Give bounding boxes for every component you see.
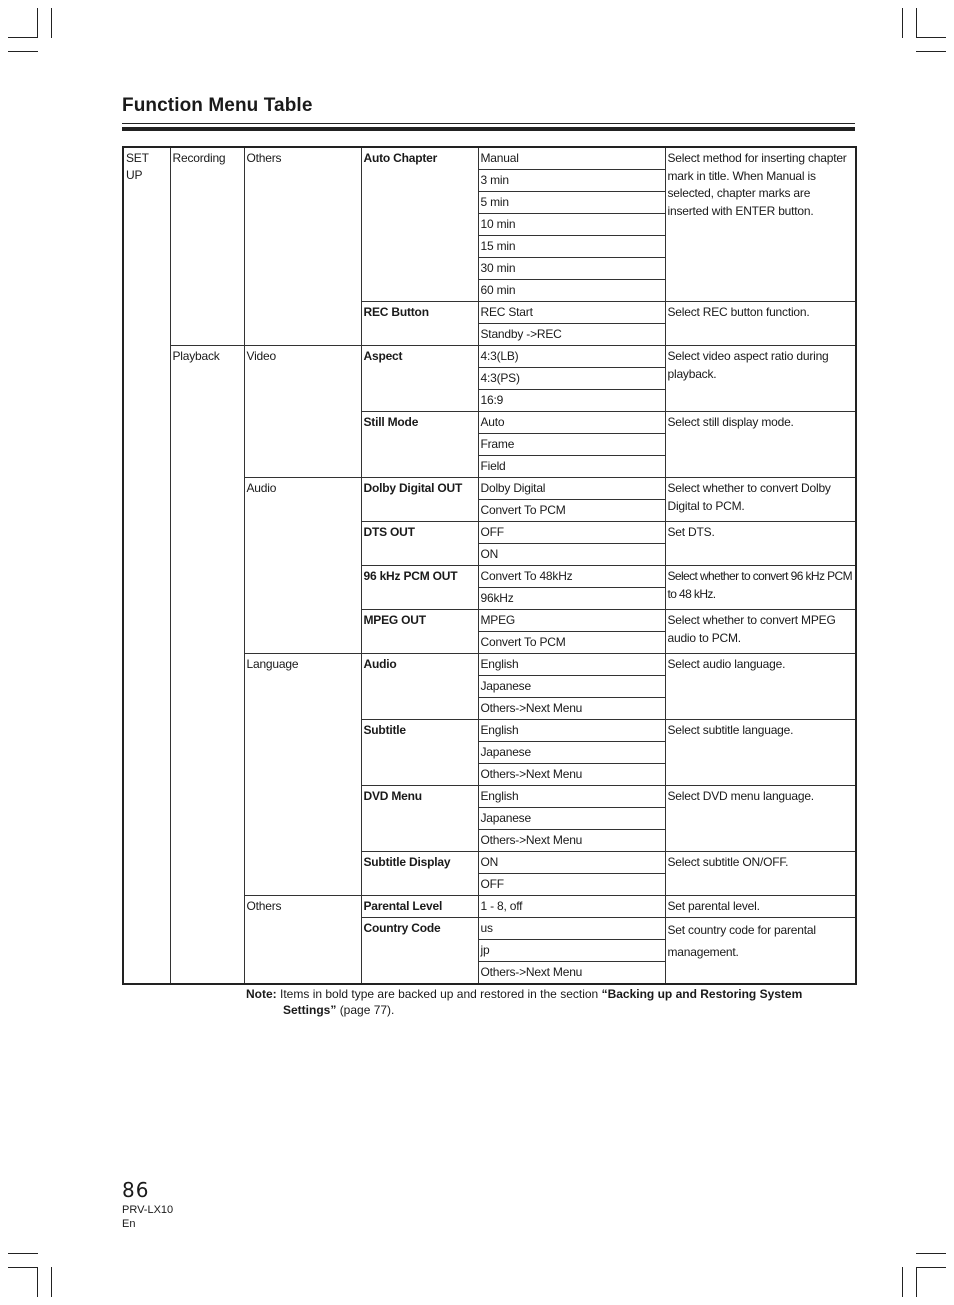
table-cell-subgroup: Others bbox=[244, 147, 361, 346]
table-cell-item: Parental Level bbox=[361, 896, 478, 918]
table-cell-option: Japanese bbox=[478, 742, 665, 764]
note-text: Items in bold type are backed up and restored in the section bbox=[280, 987, 599, 1001]
crop-mark bbox=[37, 1267, 38, 1297]
crop-mark bbox=[8, 1267, 38, 1268]
table-cell-option: Auto bbox=[478, 412, 665, 434]
table-cell-option: 16:9 bbox=[478, 390, 665, 412]
table-cell-option: Japanese bbox=[478, 808, 665, 830]
table-cell-description: Select whether to convert Dolby Digital to PCM. bbox=[665, 478, 856, 522]
note bbox=[246, 987, 866, 1018]
crop-mark bbox=[916, 37, 946, 38]
page-title: Function Menu Table bbox=[122, 95, 313, 116]
table-cell-group: Playback bbox=[170, 346, 244, 985]
table-cell-subgroup: Video bbox=[244, 346, 361, 478]
table-cell-item: Subtitle Display bbox=[361, 852, 478, 896]
function-menu-table bbox=[122, 146, 857, 985]
table-cell-item: Subtitle bbox=[361, 720, 478, 786]
table-cell-option: 10 min bbox=[478, 214, 665, 236]
table-cell-description: Select whether to convert 96 kHz PCM to 48 kHz. bbox=[665, 566, 856, 610]
note-reference-page: (page 77). bbox=[339, 1002, 395, 1017]
table-cell-description: Select REC button function. bbox=[665, 302, 856, 346]
crop-mark bbox=[8, 37, 38, 38]
crop-mark bbox=[51, 8, 52, 38]
crop-mark bbox=[902, 8, 903, 38]
title-rule-thin bbox=[122, 123, 855, 124]
table-cell-option: 4:3(LB) bbox=[478, 346, 665, 368]
table-cell-option: English bbox=[478, 720, 665, 742]
table-cell-item: MPEG OUT bbox=[361, 610, 478, 654]
table-cell-option: ON bbox=[478, 852, 665, 874]
crop-mark bbox=[8, 1253, 38, 1254]
table-cell-option: Manual bbox=[478, 147, 665, 170]
table-cell-option: Others->Next Menu bbox=[478, 962, 665, 985]
table-cell-item: Auto Chapter bbox=[361, 147, 478, 302]
table-cell-option: 60 min bbox=[478, 280, 665, 302]
table-cell-option: 1 - 8, off bbox=[478, 896, 665, 918]
table-cell-item: 96 kHz PCM OUT bbox=[361, 566, 478, 610]
crop-mark bbox=[916, 8, 917, 38]
table-cell-option: Field bbox=[478, 456, 665, 478]
crop-mark bbox=[916, 1267, 917, 1297]
table-cell-description: Select subtitle ON/OFF. bbox=[665, 852, 856, 896]
table-cell-option: ON bbox=[478, 544, 665, 566]
page-number: 86 bbox=[122, 1178, 150, 1202]
table-cell-option: MPEG bbox=[478, 610, 665, 632]
table-cell-option: OFF bbox=[478, 522, 665, 544]
table-cell-subgroup: Audio bbox=[244, 478, 361, 654]
table-cell-option: English bbox=[478, 786, 665, 808]
note-label: Note: bbox=[246, 987, 277, 1001]
table-cell-option: Convert To 48kHz bbox=[478, 566, 665, 588]
model-code bbox=[122, 1203, 173, 1231]
table-cell-option: 30 min bbox=[478, 258, 665, 280]
table-cell-option: 4:3(PS) bbox=[478, 368, 665, 390]
table-cell-option: jp bbox=[478, 940, 665, 962]
table-cell-option: 5 min bbox=[478, 192, 665, 214]
table-cell-option: Standby ->REC bbox=[478, 324, 665, 346]
table-cell-group: Recording bbox=[170, 147, 244, 346]
table-cell-description: Select video aspect ratio during playback. bbox=[665, 346, 856, 412]
table-cell-description: Select audio language. bbox=[665, 654, 856, 720]
table-cell-option: Others->Next Menu bbox=[478, 764, 665, 786]
table-cell-item: DVD Menu bbox=[361, 786, 478, 852]
table-cell-option: Convert To PCM bbox=[478, 632, 665, 654]
table-cell-description: Select DVD menu language. bbox=[665, 786, 856, 852]
table-cell-description: Set country code for parental management. bbox=[665, 918, 856, 985]
table-cell-option: Dolby Digital bbox=[478, 478, 665, 500]
model-name: PRV-LX10 bbox=[122, 1204, 174, 1216]
table-cell-option: English bbox=[478, 654, 665, 676]
table-cell-description: Set DTS. bbox=[665, 522, 856, 566]
table-cell-item: Still Mode bbox=[361, 412, 478, 478]
table-cell-description: Select subtitle language. bbox=[665, 720, 856, 786]
table-cell-description: Set parental level. bbox=[665, 896, 856, 918]
table-cell-item: Audio bbox=[361, 654, 478, 720]
table-cell-item: Country Code bbox=[361, 918, 478, 985]
table-cell-option: Frame bbox=[478, 434, 665, 456]
crop-mark bbox=[37, 8, 38, 38]
crop-mark bbox=[902, 1267, 903, 1297]
table-cell-subgroup: Others bbox=[244, 896, 361, 985]
note-reference-title-2: Settings” bbox=[283, 1002, 337, 1017]
crop-mark bbox=[51, 1267, 52, 1297]
table-cell-option: 96kHz bbox=[478, 588, 665, 610]
crop-mark bbox=[916, 1267, 946, 1268]
table-cell-option: Others->Next Menu bbox=[478, 830, 665, 852]
table-cell-description: Select whether to convert MPEG audio to PCM. bbox=[665, 610, 856, 654]
table-cell-option: REC Start bbox=[478, 302, 665, 324]
title-rule-thick bbox=[122, 127, 855, 131]
table-cell-category: SET UP bbox=[123, 147, 170, 984]
table-cell-subgroup: Language bbox=[244, 654, 361, 896]
table-cell-item: Aspect bbox=[361, 346, 478, 412]
table-cell-option: us bbox=[478, 918, 665, 940]
table-cell-description: Select still display mode. bbox=[665, 412, 856, 478]
table-cell-option: OFF bbox=[478, 874, 665, 896]
table-row bbox=[123, 346, 856, 368]
note-reference-title-1: “Backing up and Restoring System bbox=[601, 987, 803, 1001]
table-cell-option: Others->Next Menu bbox=[478, 698, 665, 720]
crop-mark bbox=[8, 51, 38, 52]
table-cell-item: DTS OUT bbox=[361, 522, 478, 566]
crop-mark bbox=[916, 51, 946, 52]
table-cell-item: Dolby Digital OUT bbox=[361, 478, 478, 522]
table-cell-option: 15 min bbox=[478, 236, 665, 258]
table-row bbox=[123, 147, 856, 170]
crop-mark bbox=[916, 1253, 946, 1254]
table-cell-option: Convert To PCM bbox=[478, 500, 665, 522]
table-cell-item: REC Button bbox=[361, 302, 478, 346]
table-cell-option: Japanese bbox=[478, 676, 665, 698]
table-cell-description: Select method for inserting chapter mark in title. When Manual is selected, chapter marks are inserted with ENTER button. bbox=[665, 147, 856, 302]
table-cell-option: 3 min bbox=[478, 170, 665, 192]
language-code: En bbox=[122, 1218, 136, 1230]
